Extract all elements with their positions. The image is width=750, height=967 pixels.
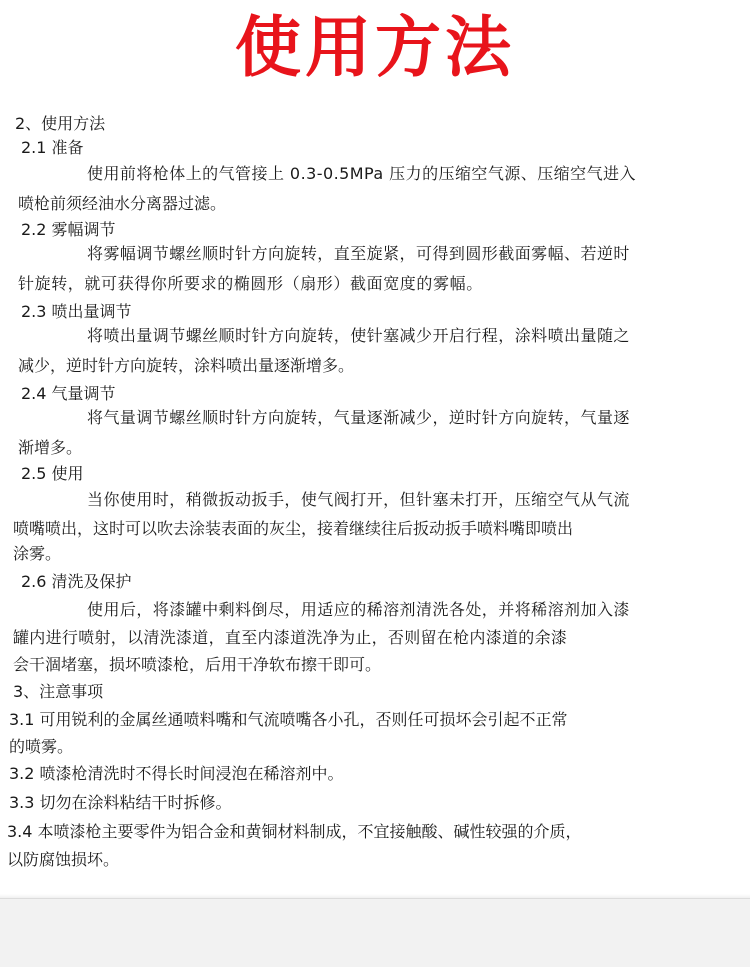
section-heading: 2、使用方法 [15, 114, 106, 133]
paragraph-line: 的喷雾。 [9, 737, 74, 756]
paragraph-line: 针旋转，就可获得你所要求的椭圆形（扇形）截面宽度的雾幅。 [18, 274, 483, 293]
paragraph-line: 3.2 喷漆枪清洗时不得长时间浸泡在稀溶剂中。 [9, 764, 344, 783]
paragraph-line: 将喷出量调节螺丝顺时针方向旋转，使针塞减少开启行程，涂料喷出量随之 [87, 326, 630, 345]
paragraph-line: 3.4 本喷漆枪主要零件为铝合金和黄铜材料制成，不宜接触酸、碱性较强的介质， [7, 822, 582, 841]
subsection-heading: 2.5 使用 [21, 464, 84, 483]
paragraph-line: 喷嘴喷出，这时可以吹去涂装表面的灰尘，接着继续往后扳动扳手喷料嘴即喷出 [13, 519, 574, 538]
subsection-heading: 2.6 清洗及保护 [21, 572, 132, 591]
paragraph-line: 会干涸堵塞，损坏喷漆枪，后用干净软布擦干即可。 [13, 655, 382, 674]
page-title: 使用方法 [235, 9, 515, 86]
paragraph-line: 3.3 切勿在涂料粘结干时拆修。 [9, 793, 232, 812]
paragraph-line: 使用前将枪体上的气管接上 0.3-0.5MPa 压力的压缩空气源、压缩空气进入 [87, 164, 636, 183]
instruction-document [0, 100, 750, 900]
section-heading: 3、注意事项 [13, 682, 104, 701]
bottom-margin [0, 898, 750, 967]
paragraph-line: 将雾幅调节螺丝顺时针方向旋转，直至旋紧，可得到圆形截面雾幅、若逆时 [87, 244, 630, 263]
paragraph-line: 喷枪前须经油水分离器过滤。 [18, 194, 227, 213]
subsection-heading: 2.2 雾幅调节 [21, 220, 116, 239]
paragraph-line: 使用后，将漆罐中剩料倒尽，用适应的稀溶剂清洗各处，并将稀溶剂加入漆 [87, 600, 630, 619]
subsection-heading: 2.3 喷出量调节 [21, 302, 132, 321]
paragraph-line: 渐增多。 [18, 438, 83, 457]
paragraph-line: 以防腐蚀损坏。 [7, 850, 120, 869]
paragraph-line: 减少，逆时针方向旋转，涂料喷出量逐渐增多。 [18, 356, 355, 375]
paragraph-line: 3.1 可用锐利的金属丝通喷料嘴和气流喷嘴各小孔，否则任可损坏会引起不正常 [9, 710, 568, 729]
subsection-heading: 2.4 气量调节 [21, 384, 116, 403]
subsection-heading: 2.1 准备 [21, 138, 84, 157]
paragraph-line: 涂雾。 [13, 544, 62, 563]
paragraph-line: 将气量调节螺丝顺时针方向旋转，气量逐渐减少，逆时针方向旋转，气量逐 [87, 408, 630, 427]
paragraph-line: 罐内进行喷射，以清洗漆道，直至内漆道洗净为止，否则留在枪内漆道的余漆 [13, 628, 568, 647]
paragraph-line: 当你使用时，稍微扳动扳手，使气阀打开，但针塞未打开，压缩空气从气流 [87, 490, 630, 509]
